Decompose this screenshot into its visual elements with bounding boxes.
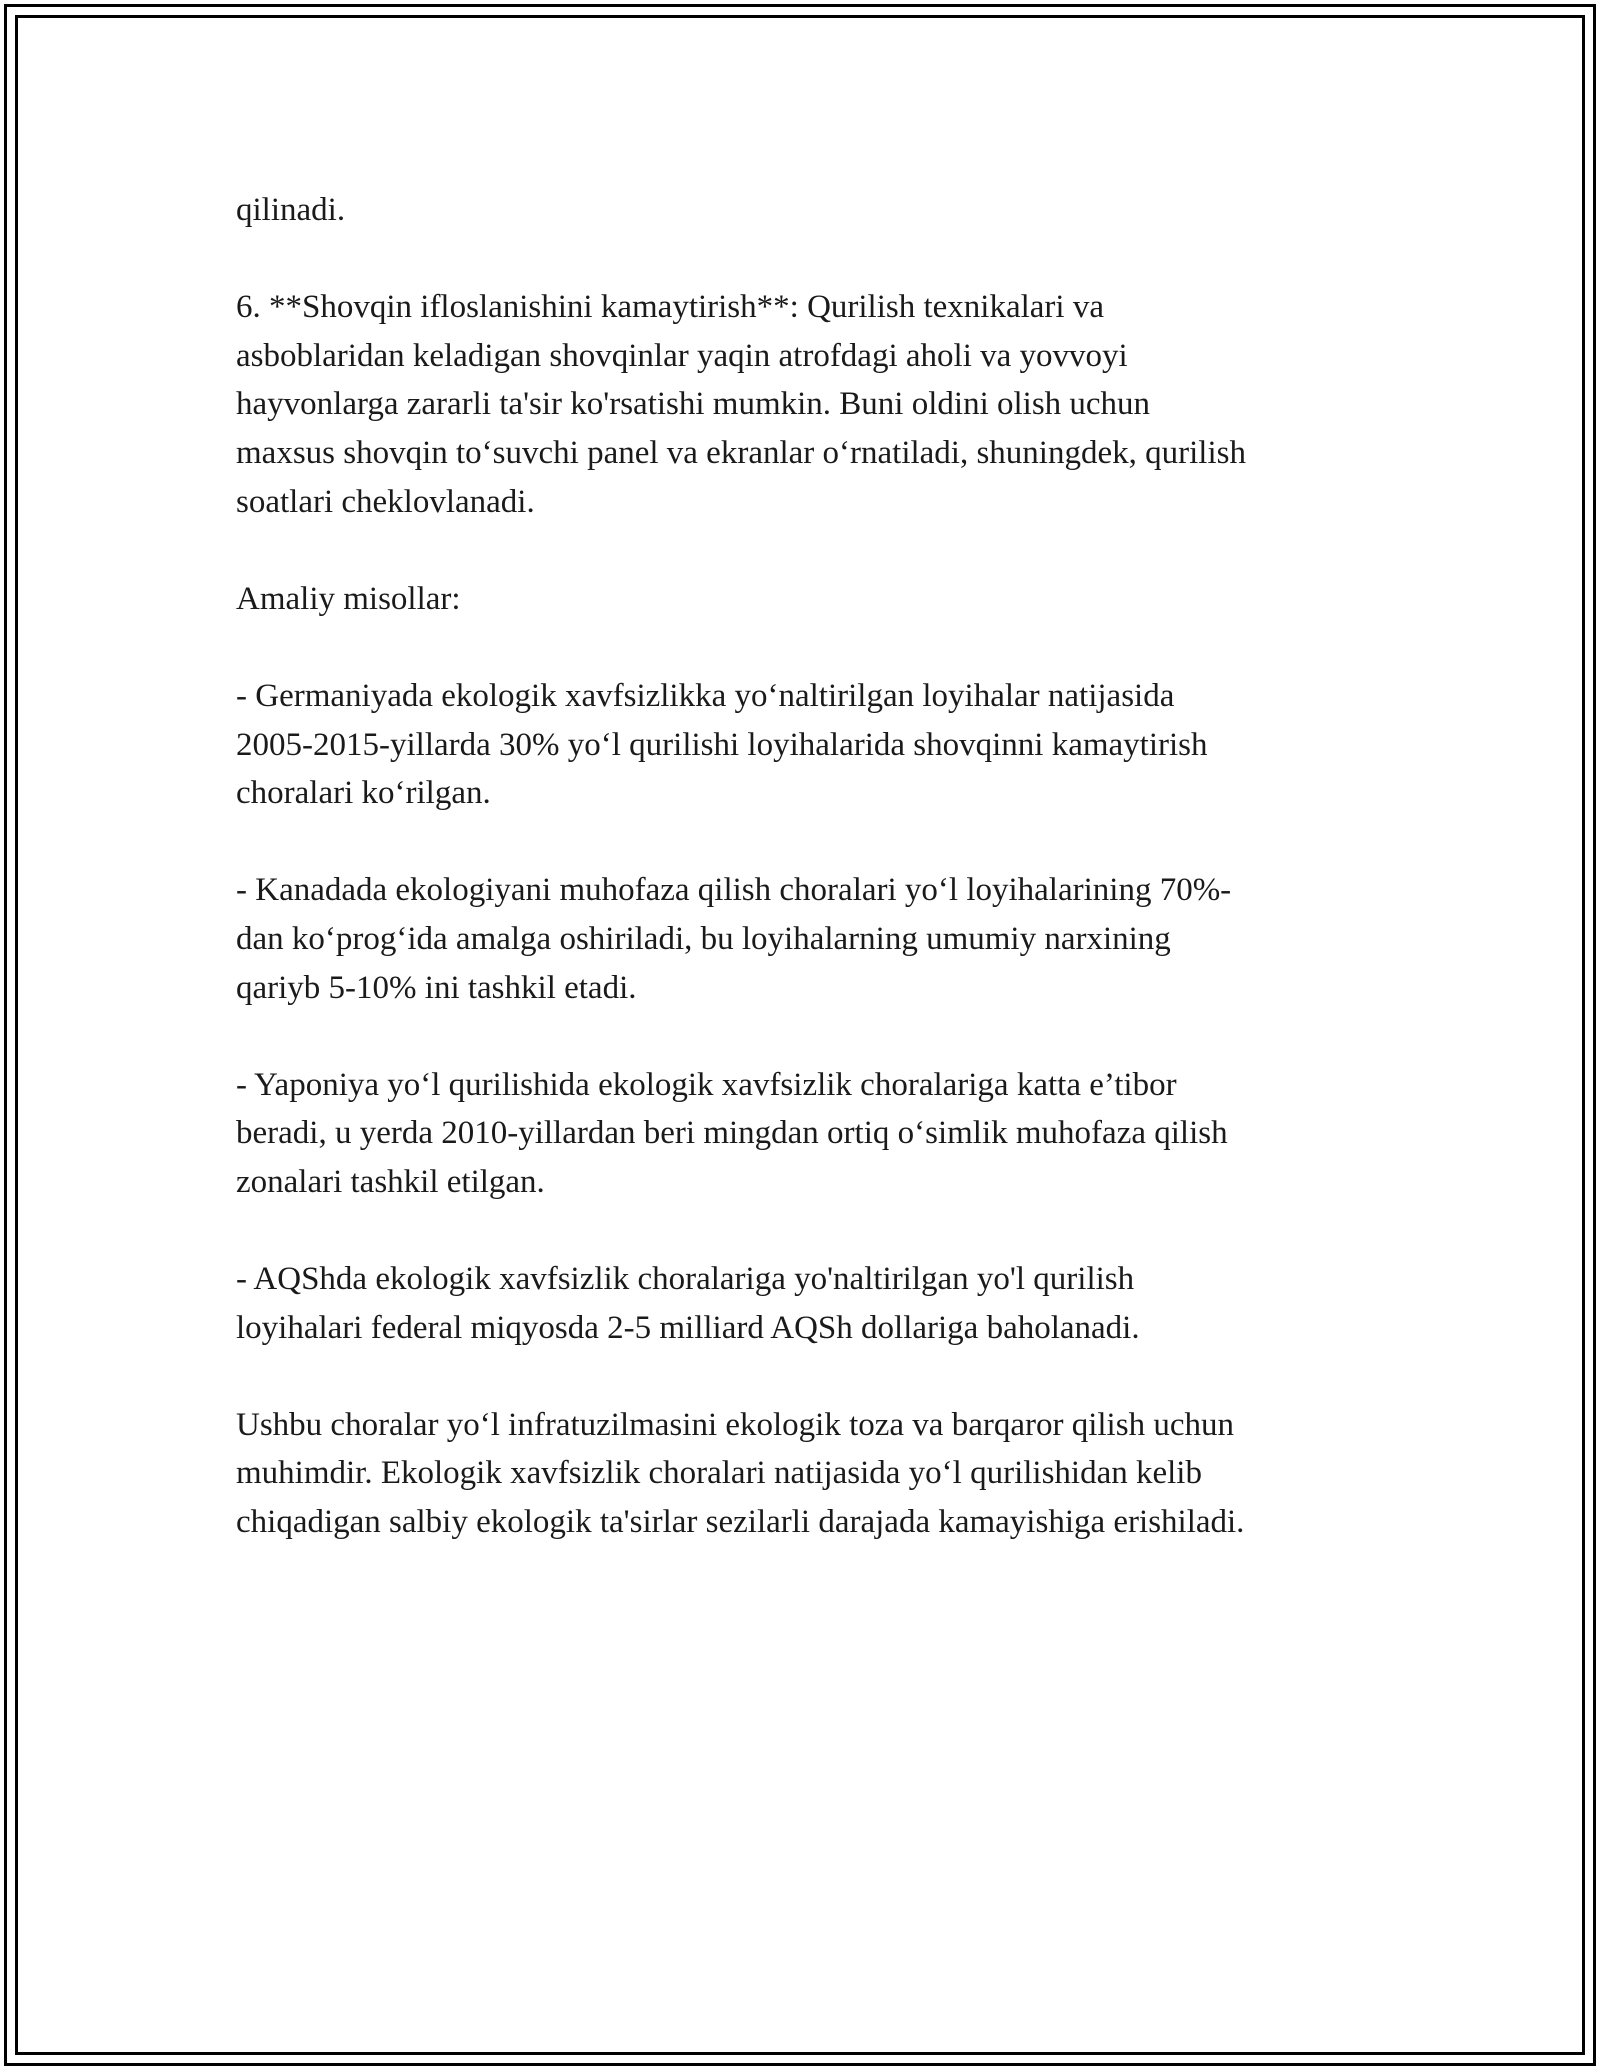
paragraph-conclusion: Ushbu choralar yo‘l infratuzilmasini ekologik toza va barqaror qilish uchun muhimdir. Ekologik xavfsizlik choralari natijasida yo‘l qurilishidan kelib chiqadigan salbiy ekologik ta'sirlar sezilarli darajada kamayishiga erishiladi. [236, 1406, 1245, 1541]
paragraph-example-usa: - AQShda ekologik xavfsizlik choralariga yo'naltirilgan yo'l qurilish loyihalari federal miqyosda 2-5 milliard AQSh dollariga baholanadi. [236, 1261, 1140, 1346]
paragraph-examples-heading: Amaliy misollar: [236, 580, 461, 617]
paragraph-example-canada: - Kanadada ekologiyani muhofaza qilish choralari yo‘l loyihalarining 70%- dan ko‘prog‘ida amalga oshiriladi, bu loyihalarning umumiy narxining qariyb 5-10% ini tashkil etadi. [236, 872, 1232, 1006]
paragraph-continuation: qilinadi. [236, 192, 346, 228]
paragraph-example-germany: - Germaniyada ekologik xavfsizlikka yo‘naltirilgan loyihalar natijasida 2005-2015-yillarda 30% yo‘l qurilishi loyihalarida shovqinni kamaytirish choralari ko‘rilgan. [236, 677, 1208, 812]
paragraph-example-japan: - Yaponiya yo‘l qurilishida ekologik xavfsizlik choralariga katta e’tibor beradi, u yerda 2010-yillardan beri mingdan ortiq o‘simlik muhofaza qilish zonalari tashkil etilgan. [236, 1066, 1228, 1200]
document-body [236, 186, 1366, 1595]
paragraph-noise-reduction: 6. **Shovqin ifloslanishini kamaytirish**: Qurilish texnikalari va asboblaridan keladigan shovqinlar yaqin atrofdagi aholi va yovvoyi hayvonlarga zararli ta'sir ko'rsatishi mumkin. Buni oldini olish uchun maxsus shovqin to‘suvchi panel va ekranlar o‘rnatiladi, shuningdek, qurilish soatlari cheklovlanadi. [236, 289, 1246, 520]
